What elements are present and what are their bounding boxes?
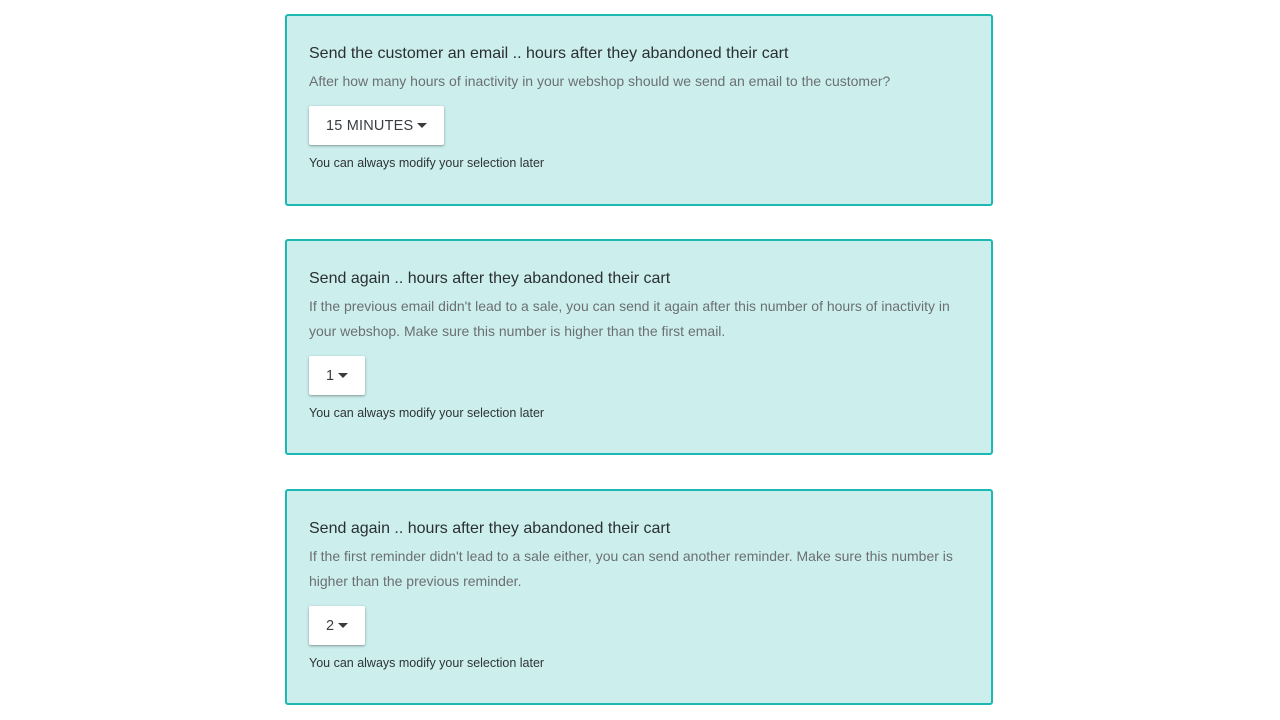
card-title: Send again .. hours after they abandoned their cart — [309, 270, 671, 287]
selection-hint: You can always modify your selection later — [309, 156, 545, 170]
caret-down-icon — [338, 623, 348, 628]
card-description: If the first reminder didn't lead to a sale either, you can send another reminder. Make sure this number is higher than the previous reminder. — [309, 548, 953, 589]
third-email-card — [285, 489, 993, 705]
card-description: After how many hours of inactivity in your webshop should we send an email to the customer? — [309, 73, 891, 89]
dropdown-value: 1 — [326, 367, 335, 384]
second-email-delay-dropdown[interactable] — [309, 356, 365, 395]
first-email-card — [285, 14, 993, 206]
card-title: Send the customer an email .. hours after they abandoned their cart — [309, 45, 789, 62]
card-title: Send again .. hours after they abandoned their cart — [309, 520, 671, 537]
dropdown-value: 15 MINUTES — [326, 117, 414, 134]
selection-hint: You can always modify your selection later — [309, 406, 545, 420]
second-email-card — [285, 239, 993, 455]
dropdown-value: 2 — [326, 617, 335, 634]
selection-hint: You can always modify your selection later — [309, 656, 545, 670]
card-description: If the previous email didn't lead to a sale, you can send it again after this number of hours of inactivity in your webshop. Make sure this number is higher than the first email. — [309, 298, 950, 339]
third-email-delay-dropdown[interactable] — [309, 606, 365, 645]
caret-down-icon — [338, 373, 348, 378]
first-email-delay-dropdown[interactable] — [309, 106, 444, 145]
caret-down-icon — [417, 123, 427, 128]
